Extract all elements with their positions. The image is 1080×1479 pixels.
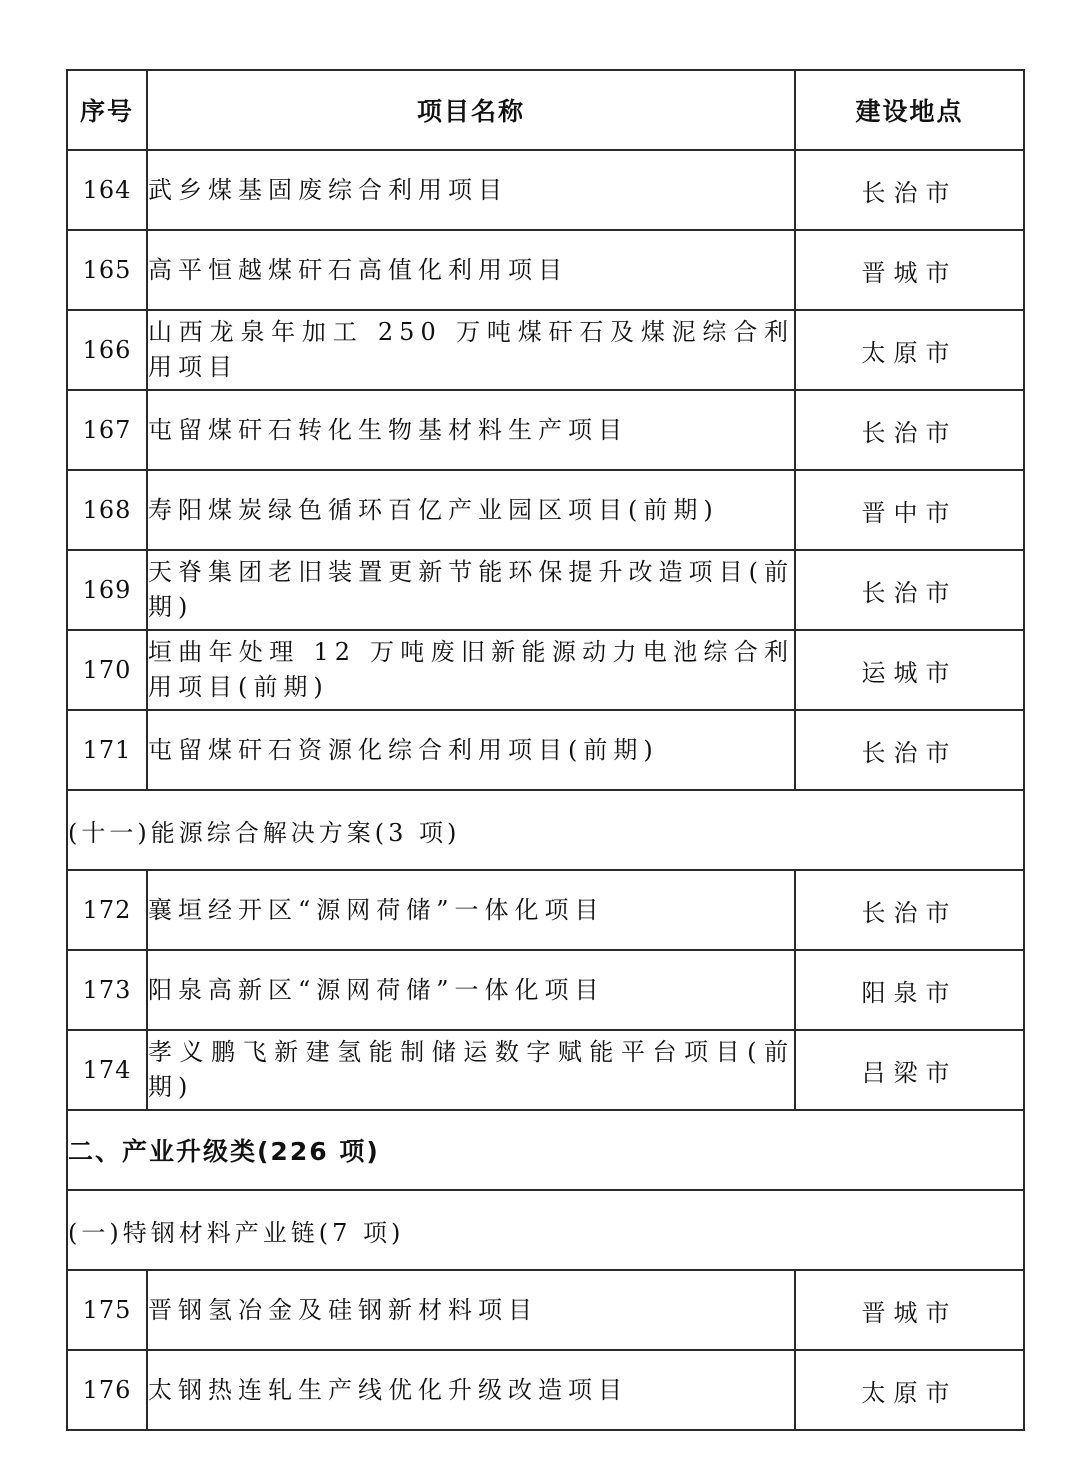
row-seq: 171 bbox=[67, 710, 147, 790]
row-project-name: 太钢热连轧生产线优化升级改造项目 bbox=[147, 1350, 795, 1430]
row-seq: 167 bbox=[67, 390, 147, 470]
category-title: 二、产业升级类(226 项) bbox=[67, 1110, 1024, 1190]
section-row bbox=[67, 1190, 1024, 1270]
row-location: 晋中市 bbox=[795, 470, 1024, 550]
table-row bbox=[67, 390, 1024, 470]
row-project-name: 阳泉高新区“源网荷储”一体化项目 bbox=[147, 950, 795, 1030]
table-row bbox=[67, 550, 1024, 630]
row-location: 吕梁市 bbox=[795, 1030, 1024, 1110]
table-row bbox=[67, 870, 1024, 950]
row-seq: 170 bbox=[67, 630, 147, 710]
row-location: 运城市 bbox=[795, 630, 1024, 710]
row-seq: 164 bbox=[67, 150, 147, 230]
row-project-name: 山西龙泉年加工 250 万吨煤矸石及煤泥综合利用项目 bbox=[147, 310, 795, 390]
row-project-name: 晋钢氢冶金及硅钢新材料项目 bbox=[147, 1270, 795, 1350]
row-seq: 176 bbox=[67, 1350, 147, 1430]
table-row bbox=[67, 1350, 1024, 1430]
header-name: 项目名称 bbox=[147, 70, 795, 150]
row-location: 晋城市 bbox=[795, 1270, 1024, 1350]
row-location: 阳泉市 bbox=[795, 950, 1024, 1030]
row-seq: 168 bbox=[67, 470, 147, 550]
section-title: (一)特钢材料产业链(7 项) bbox=[67, 1190, 1024, 1270]
row-location: 长治市 bbox=[795, 710, 1024, 790]
table-row bbox=[67, 310, 1024, 390]
row-seq: 175 bbox=[67, 1270, 147, 1350]
header-seq: 序号 bbox=[67, 70, 147, 150]
section-title: (十一)能源综合解决方案(3 项) bbox=[67, 790, 1024, 870]
row-location: 长治市 bbox=[795, 550, 1024, 630]
category-row bbox=[67, 1110, 1024, 1190]
row-seq: 166 bbox=[67, 310, 147, 390]
row-location: 长治市 bbox=[795, 870, 1024, 950]
table-row bbox=[67, 150, 1024, 230]
row-project-name: 高平恒越煤矸石高值化利用项目 bbox=[147, 230, 795, 310]
row-seq: 173 bbox=[67, 950, 147, 1030]
row-seq: 174 bbox=[67, 1030, 147, 1110]
section-row bbox=[67, 790, 1024, 870]
table-row bbox=[67, 950, 1024, 1030]
row-location: 长治市 bbox=[795, 390, 1024, 470]
row-location: 长治市 bbox=[795, 150, 1024, 230]
table-row bbox=[67, 230, 1024, 310]
header-location: 建设地点 bbox=[795, 70, 1024, 150]
row-seq: 172 bbox=[67, 870, 147, 950]
table-row bbox=[67, 1030, 1024, 1110]
row-seq: 165 bbox=[67, 230, 147, 310]
row-project-name: 孝义鹏飞新建氢能制储运数字赋能平台项目(前期) bbox=[147, 1030, 795, 1110]
row-project-name: 垣曲年处理 12 万吨废旧新能源动力电池综合利用项目(前期) bbox=[147, 630, 795, 710]
row-project-name: 天脊集团老旧装置更新节能环保提升改造项目(前期) bbox=[147, 550, 795, 630]
table-row bbox=[67, 1270, 1024, 1350]
table-row bbox=[67, 470, 1024, 550]
row-location: 晋城市 bbox=[795, 230, 1024, 310]
row-project-name: 屯留煤矸石转化生物基材料生产项目 bbox=[147, 390, 795, 470]
project-table bbox=[66, 69, 1025, 1431]
table-row bbox=[67, 630, 1024, 710]
row-seq: 169 bbox=[67, 550, 147, 630]
row-project-name: 寿阳煤炭绿色循环百亿产业园区项目(前期) bbox=[147, 470, 795, 550]
row-location: 太原市 bbox=[795, 310, 1024, 390]
row-project-name: 屯留煤矸石资源化综合利用项目(前期) bbox=[147, 710, 795, 790]
row-project-name: 武乡煤基固废综合利用项目 bbox=[147, 150, 795, 230]
row-location: 太原市 bbox=[795, 1350, 1024, 1430]
table-header-row bbox=[67, 70, 1024, 150]
row-project-name: 襄垣经开区“源网荷储”一体化项目 bbox=[147, 870, 795, 950]
table-row bbox=[67, 710, 1024, 790]
